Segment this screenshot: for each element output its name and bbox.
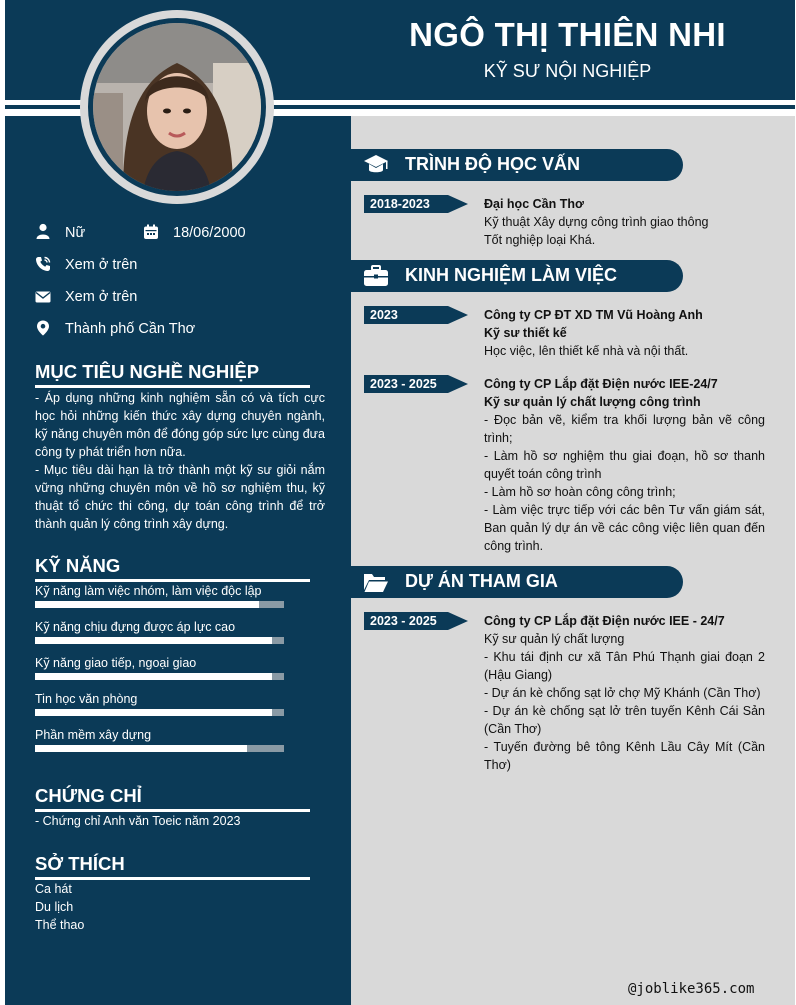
- skill-bar: [35, 601, 284, 608]
- skill-bar: [35, 637, 284, 644]
- candidate-title: KỸ SƯ NỘI NGHIỆP: [483, 61, 652, 81]
- footer-watermark: @joblike365.com: [628, 981, 755, 997]
- job-entry: [484, 306, 765, 360]
- hobby-item: Thể thao: [35, 918, 85, 932]
- project-line: - Tuyến đường bê tông Kênh Lầu Cây Mít (Cần Thơ): [484, 740, 765, 772]
- period-tag: [364, 306, 468, 324]
- envelope-icon: [35, 289, 51, 305]
- period-label: 2018-2023: [370, 197, 430, 211]
- skill-bar-fill: [35, 637, 272, 644]
- project-line: - Dự án kè chống sạt lở trên tuyến Kênh Cái Sản (Cần Thơ): [484, 704, 765, 736]
- skill-label: Kỹ năng giao tiếp, ngoại giao: [35, 656, 197, 670]
- skill-bar-fill: [35, 709, 272, 716]
- hobby-item: Ca hát: [35, 882, 72, 896]
- education-heading: TRÌNH ĐỘ HỌC VẤN: [405, 154, 580, 174]
- job-line: - Làm hồ sơ nghiệm thu giai đoạn, hồ sơ thanh quyết toán công trình: [484, 449, 765, 481]
- job-role: Kỹ sư quản lý chất lượng công trình: [484, 395, 701, 409]
- project-company: Công ty CP Lắp đặt Điện nước IEE - 24/7: [484, 614, 725, 628]
- briefcase-icon: [363, 264, 389, 288]
- project-line: - Khu tái định cư xã Tân Phú Thạnh giai đoạn 2 (Hậu Giang): [484, 650, 765, 682]
- period-label: 2023 - 2025: [370, 377, 437, 391]
- period-label: 2023: [370, 308, 398, 322]
- period-label: 2023 - 2025: [370, 614, 437, 628]
- skill-label: Phần mềm xây dựng: [35, 728, 152, 742]
- education-section-header: [351, 149, 683, 181]
- job-entry: [484, 375, 765, 555]
- objective-rule: [35, 385, 310, 388]
- education-result: Tốt nghiệp loại Khá.: [484, 233, 596, 247]
- hobbies-heading: SỞ THÍCH: [35, 853, 125, 874]
- project-line: - Dự án kè chống sạt lở chợ Mỹ Khánh (Cần Thơ): [484, 686, 761, 700]
- certificates-heading: CHỨNG CHỈ: [35, 785, 142, 806]
- hobby-item: Du lịch: [35, 900, 74, 914]
- skill-label: Kỹ năng chịu đựng được áp lực cao: [35, 620, 236, 634]
- major: Kỹ thuật Xây dựng công trình giao thông: [484, 215, 709, 229]
- project-role: Kỹ sư quản lý chất lượng: [484, 632, 625, 646]
- project-entry: [484, 612, 765, 774]
- email-value: Xem ở trên: [65, 289, 138, 305]
- profile-photo: [93, 23, 261, 191]
- job-line: - Đọc bản vẽ, kiểm tra khối lượng bản vẽ công trình;: [484, 413, 765, 445]
- job-line: - Làm việc trực tiếp với các bên Tư vấn giám sát, Ban quản lý dự án về các công việc liên quan đến công trình.: [484, 503, 765, 553]
- phone-value: Xem ở trên: [65, 257, 138, 273]
- job-line: - Làm hồ sơ hoàn công công trình;: [484, 485, 676, 499]
- projects-heading: DỰ ÁN THAM GIA: [405, 571, 558, 591]
- skill-label: Kỹ năng làm việc nhóm, làm việc độc lập: [35, 584, 262, 598]
- skill-bar: [35, 709, 284, 716]
- skills-heading: KỸ NĂNG: [35, 555, 121, 576]
- job-role: Kỹ sư thiết kế: [484, 326, 567, 340]
- address-value: Thành phố Cần Thơ: [65, 321, 196, 337]
- skill-bar: [35, 673, 284, 680]
- experience-section-header: [351, 260, 683, 292]
- education-entry: [484, 195, 765, 249]
- skills-rule: [35, 579, 310, 582]
- skill-bar: [35, 745, 284, 752]
- graduation-cap-icon: [363, 153, 389, 177]
- company-name: Công ty CP ĐT XD TM Vũ Hoàng Anh: [484, 308, 703, 322]
- skill-bar-fill: [35, 601, 259, 608]
- main-column: [351, 116, 795, 1005]
- period-tag: [364, 195, 468, 213]
- folder-open-icon: [363, 570, 389, 594]
- birthdate-value: 18/06/2000: [173, 225, 246, 241]
- period-tag: [364, 375, 468, 393]
- job-line: Học việc, lên thiết kế nhà và nội thất.: [484, 344, 689, 358]
- objective-paragraph-1: - Áp dụng những kinh nghiệm sẵn có và tích cực học hỏi những kiến thức xây dựng chuyên ngành, kỹ năng chuyên môn để đóng góp sức lực cùng đưa công ty phát triển hơn nữa.: [35, 391, 325, 459]
- projects-section-header: [351, 566, 683, 598]
- experience-heading: KINH NGHIỆM LÀM VIỆC: [405, 265, 618, 285]
- period-tag: [364, 612, 468, 630]
- company-name: Công ty CP Lắp đặt Điện nước IEE-24/7: [484, 377, 718, 391]
- skill-bar-fill: [35, 673, 272, 680]
- gender-value: Nữ: [65, 225, 86, 241]
- hobbies-rule: [35, 877, 310, 880]
- phone-icon: [35, 256, 51, 272]
- calendar-icon: [143, 224, 159, 240]
- school-name: Đại học Cần Thơ: [484, 197, 584, 211]
- user-icon: [35, 223, 51, 239]
- location-pin-icon: [35, 320, 51, 336]
- objective-paragraph-2: - Mục tiêu dài hạn là trở thành một kỹ sư giỏi nắm vững những chuyên môn về hồ sơ nghiệm thu, kỹ thuật tổ chức thi công, dự toán công trình để trở thành quản lý công trình xây dựng.: [35, 463, 325, 531]
- candidate-name: NGÔ THỊ THIÊN NHI: [409, 16, 726, 53]
- certificate-item: - Chứng chỉ Anh văn Toeic năm 2023: [35, 814, 241, 828]
- objective-text: [35, 389, 325, 533]
- certificates-rule: [35, 809, 310, 812]
- objective-heading: MỤC TIÊU NGHỀ NGHIỆP: [35, 361, 260, 382]
- skill-bar-fill: [35, 745, 247, 752]
- skill-label: Tin học văn phòng: [35, 692, 138, 706]
